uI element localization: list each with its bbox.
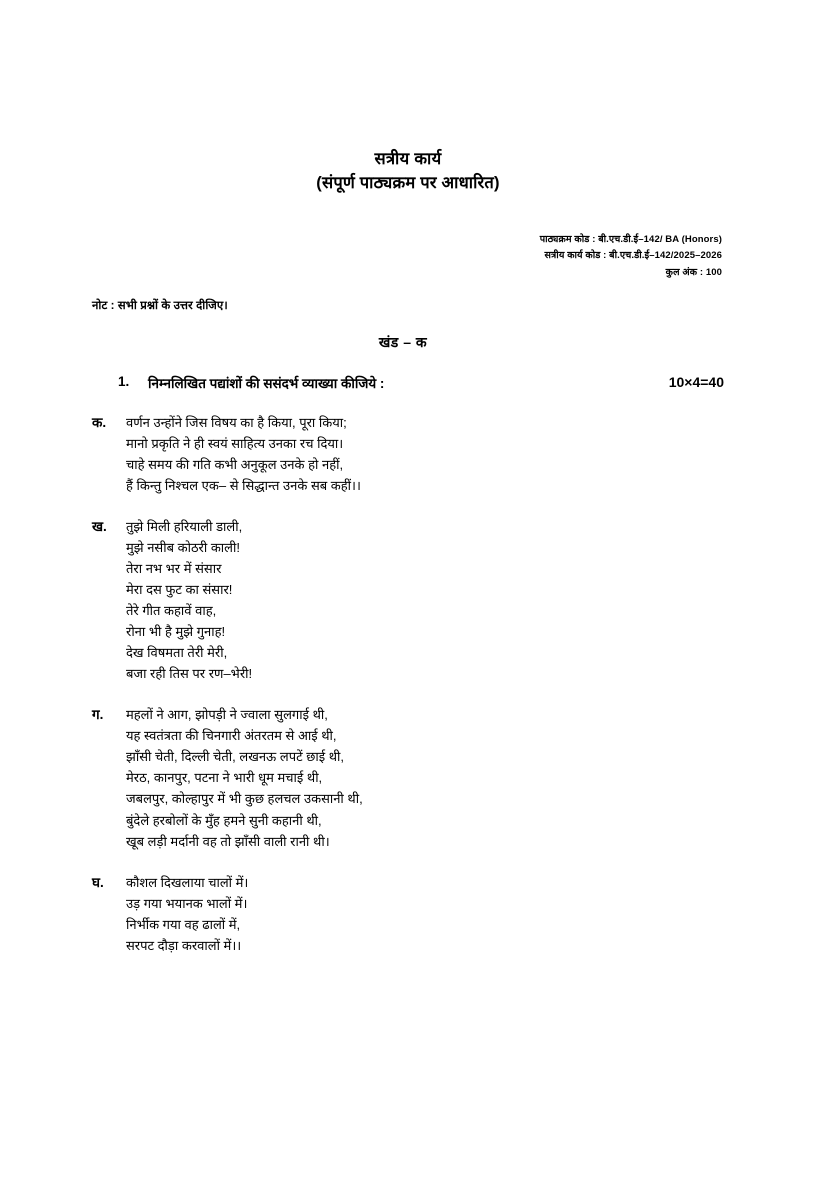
- question-marks: 10×4=40: [668, 373, 724, 390]
- course-meta-block: [0, 232, 816, 282]
- section-heading: खंड – क: [378, 333, 428, 350]
- part-gha: [0, 872, 816, 956]
- poem-line: खूब लड़ी मर्दानी वह तो झाँसी वाली रानी थी।: [126, 833, 330, 849]
- poem-line: झाँसी चेती, दिल्ली चेती, लखनऊ लपटें छाई थी,: [126, 749, 345, 765]
- part-label: ख.: [92, 518, 107, 534]
- poem-line: यह स्वतंत्रता की चिनगारी अंतरतम से आई थी,: [126, 728, 337, 744]
- part-lines: [126, 412, 724, 496]
- part-lines: [126, 704, 724, 851]
- title-block: [0, 148, 816, 196]
- question-number: 1.: [118, 373, 130, 389]
- page-title: सत्रीय कार्य: [374, 150, 442, 168]
- part-label: क.: [92, 414, 107, 430]
- poem-line: उड़ गया भयानक भालों में।: [126, 895, 248, 911]
- part-label: ग.: [92, 707, 104, 723]
- poem-line: कौशल दिखलाया चालों में।: [126, 874, 249, 890]
- part-ga: [0, 704, 816, 851]
- poem-line: तुझे मिली हरियाली डाली,: [126, 518, 243, 534]
- instruction-note: नोट : सभी प्रश्नों के उत्तर दीजिए।: [92, 299, 228, 312]
- poem-line: बजा रही तिस पर रण–भेरी!: [126, 666, 253, 682]
- poem-line: वर्णन उन्होंने जिस विषय का है किया, पूरा किया;: [126, 414, 347, 430]
- course-code: पाठ्यक्रम कोड : बी.एच.डी.ई–142/ BA (Honors): [539, 233, 722, 245]
- assignment-code: सत्रीय कार्य कोड : बी.एच.डी.ई–142/2025–2026: [544, 250, 722, 262]
- poem-line: देख विषमता तेरी मेरी,: [126, 645, 228, 661]
- part-lines: [126, 872, 724, 956]
- part-ka: [0, 412, 816, 496]
- poem-line: चाहे समय की गति कभी अनुकूल उनके हो नहीं,: [126, 456, 344, 472]
- poem-line: रोना भी है मुझे गुनाह!: [126, 624, 226, 640]
- part-label: घ.: [92, 874, 104, 890]
- part-lines: [126, 516, 724, 684]
- poem-line: मानो प्रकृति ने ही स्वयं साहित्य उनका रच दिया।: [126, 435, 344, 451]
- poem-line: मुझे नसीब कोठरी काली!: [126, 539, 240, 555]
- poem-line: जबलपुर, कोल्हापुर में भी कुछ हलचल उकसानी थी,: [126, 791, 363, 807]
- poem-line: हैं किन्तु निश्चल एक– से सिद्धान्त उनके सब कहीं।।: [126, 477, 361, 493]
- part-kha: [0, 516, 816, 684]
- poem-line: तेरे गीत कहावें वाह,: [126, 603, 217, 619]
- poem-line: बुंदेले हरबोलों के मुँह हमने सुनी कहानी थी,: [126, 812, 322, 828]
- question-text: निम्नलिखित पद्यांशों की ससंदर्भ व्याख्या कीजिये :: [148, 375, 385, 391]
- poem-line: निर्भीक गया वह ढालों में,: [126, 916, 241, 932]
- poem-line: महलों ने आग, झोपड़ी ने ज्वाला सुलगाई थी,: [126, 707, 328, 723]
- poem-line: मेरा दस फुट का संसार!: [126, 582, 233, 598]
- total-marks: कुल अंक : 100: [665, 267, 722, 279]
- assignment-page: [0, 148, 816, 1204]
- poem-line: तेरा नभ भर में संसार: [126, 561, 222, 576]
- page-subtitle: (संपूर्ण पाठ्यक्रम पर आधारित): [316, 173, 500, 192]
- poem-line: सरपट दौड़ा करवालों में।।: [126, 937, 242, 953]
- poem-line: मेरठ, कानपुर, पटना ने भारी धूम मचाई थी,: [126, 770, 323, 786]
- question-1-row: [0, 374, 816, 392]
